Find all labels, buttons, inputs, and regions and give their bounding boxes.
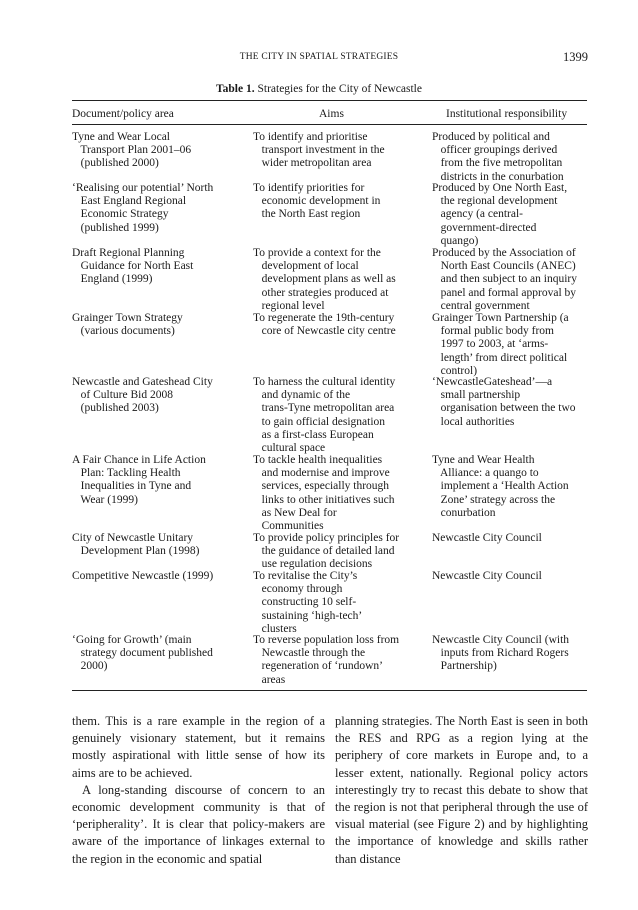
cell-responsibility: ‘NewcastleGateshead’—a small partnership organisation between the two local authorities — [432, 376, 576, 428]
cell-document: Draft Regional Planning Guidance for North East England (1999) — [72, 247, 194, 286]
page-header — [0, 50, 638, 66]
body-paragraph: them. This is a rare example in the region of a genuinely visionary statement, but it remains mostly aspirational with little sense of how its aims are to be achieved. — [72, 714, 325, 780]
cell-document: Grainger Town Strategy (various documents) — [72, 312, 183, 338]
cell-aims: To revitalise the City’s economy through constructing 10 self- sustaining ‘high-tech’ clusters — [253, 570, 363, 635]
cell-responsibility: Tyne and Wear Health Alliance: a quango to implement a ‘Health Action Zone’ strategy across the conurbation — [432, 454, 569, 519]
running-head: THE CITY IN SPATIAL STRATEGIES — [239, 52, 399, 62]
cell-aims: To harness the cultural identity and dynamic of the trans-Tyne metropolitan area to gain official designation as a first-class European cultural space — [253, 376, 396, 455]
page-number: 1399 — [563, 50, 588, 64]
table-caption — [0, 83, 638, 95]
table-caption-label: Table 1. — [216, 83, 255, 95]
cell-aims: To provide a context for the development of local development plans as well as other strategies produced at regional level — [253, 247, 396, 312]
cell-document: ‘Going for Growth’ (main strategy document published 2000) — [72, 634, 213, 673]
column-header-document: Document/policy area — [72, 108, 174, 120]
cell-document: Competitive Newcastle (1999) — [72, 570, 214, 582]
cell-document: Newcastle and Gateshead City of Culture Bid 2008 (published 2003) — [72, 376, 213, 415]
cell-aims: To provide policy principles for the guidance of detailed land use regulation decisions — [253, 532, 400, 571]
column-header-aims: Aims — [319, 108, 344, 120]
cell-responsibility: Produced by the Association of North East Councils (ANEC) and then subject to an inquiry panel and formal approval by central government — [432, 247, 577, 312]
cell-responsibility: Newcastle City Council — [432, 570, 542, 582]
body-column-right — [335, 713, 588, 868]
cell-responsibility: Newcastle City Council — [432, 532, 542, 544]
cell-aims: To identify priorities for economic development in the North East region — [253, 182, 381, 221]
table-bottom-rule — [72, 690, 587, 691]
body-paragraph: planning strategies. The North East is seen in both the RES and RPG as a region lying at the periphery of core markets in Europe and, to a lesser extent, nationally. Regional policy actors interestingly try to recast this debate to show that the region is not that peripheral through the use of visual material (see Figure 2) and by highlighting the importance of knowledge and skills rather than distance — [335, 714, 588, 866]
table-header-rule — [72, 124, 587, 125]
cell-responsibility: Newcastle City Council (with inputs from Richard Rogers Partnership) — [432, 634, 570, 673]
cell-aims: To identify and prioritise transport investment in the wider metropolitan area — [253, 131, 385, 170]
body-paragraph: A long-standing discourse of concern to an economic development community is that of ‘peripherality’. It is clear that policy-makers are aware of the importance of linkages external to the region in the economic and spatial — [72, 782, 325, 866]
cell-responsibility: Produced by political and officer groupings derived from the five metropolitan districts in the conurbation — [432, 131, 564, 183]
column-header-responsibility: Institutional responsibility — [446, 108, 568, 120]
cell-aims: To reverse population loss from Newcastle through the regeneration of ‘rundown’ areas — [253, 634, 400, 686]
cell-responsibility: Produced by One North East, the regional development agency (a central- government-directed quango) — [432, 182, 568, 247]
table-caption-text: Strategies for the City of Newcastle — [257, 83, 422, 95]
cell-aims: To tackle health inequalities and modernise and improve services, especially through links to other initiatives such as New Deal for Communities — [253, 454, 395, 533]
body-column-left — [72, 713, 325, 868]
table-top-rule — [72, 100, 587, 101]
cell-document: Tyne and Wear Local Transport Plan 2001–06 (published 2000) — [72, 131, 192, 170]
cell-aims: To regenerate the 19th-century core of Newcastle city centre — [253, 312, 396, 338]
cell-document: A Fair Chance in Life Action Plan: Tackling Health Inequalities in Tyne and Wear (1999) — [72, 454, 206, 506]
cell-document: ‘Realising our potential’ North East England Regional Economic Strategy (published 1999) — [72, 182, 214, 234]
cell-document: City of Newcastle Unitary Development Plan (1998) — [72, 532, 200, 558]
cell-responsibility: Grainger Town Partnership (a formal public body from 1997 to 2003, at ‘arms- length’ from direct political control) — [432, 312, 569, 377]
